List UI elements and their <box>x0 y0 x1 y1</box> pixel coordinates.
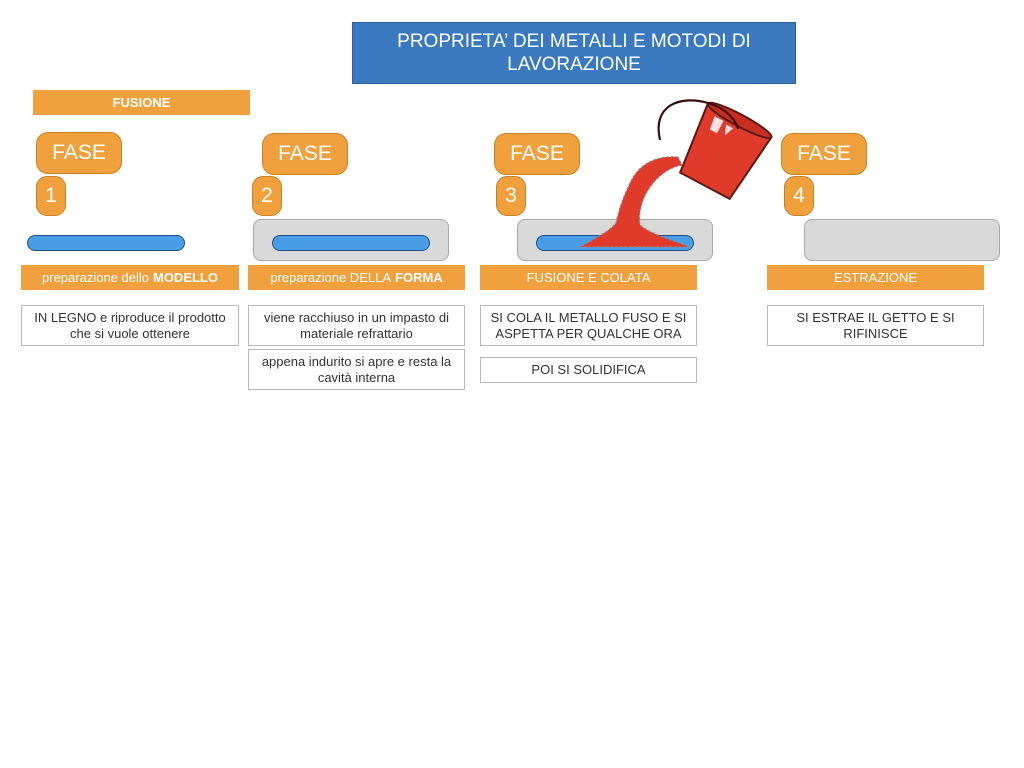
phase-4-label <box>767 265 984 290</box>
phase-2-description-1 <box>248 305 465 346</box>
phase-2-label-prefix: preparazione DELLA <box>270 270 392 285</box>
phase-3-number: 3 <box>505 184 517 207</box>
phase-2-number: 2 <box>261 184 273 207</box>
phase-1-fase-text: FASE <box>52 141 106 164</box>
phase-4-fase-text: FASE <box>797 142 851 165</box>
phase-1-description <box>21 305 239 346</box>
phase-3-label <box>480 265 697 290</box>
phase-2-number-pill <box>252 176 282 216</box>
phase-3-label-text: FUSIONE E COLATA <box>526 270 651 285</box>
phase-4-description-text: SI ESTRAE IL GETTO E SI RIFINISCE <box>796 309 955 341</box>
phase-3-description-2 <box>480 357 697 383</box>
molten-metal-stream <box>580 157 690 247</box>
phase-2-description-1-text: viene racchiuso in un impasto di materiale refrattario <box>264 309 449 341</box>
phase-4-fase-pill <box>781 133 867 175</box>
phase-1-fase-pill <box>36 132 122 174</box>
phase-4-label-text: ESTRAZIONE <box>833 270 918 285</box>
phase-3-description-2-text: POI SI SOLIDIFICA <box>531 362 646 377</box>
phase-1-label-prefix: preparazione dello <box>42 270 149 285</box>
phase-2-fase-text: FASE <box>278 142 332 165</box>
phase-4-mold <box>804 219 1000 261</box>
phase-3-description-1 <box>480 305 697 346</box>
phase-3-description-1-text: SI COLA IL METALLO FUSO E SI ASPETTA PER QUALCHE ORA <box>490 309 687 341</box>
phase-3-fase-text: FASE <box>510 142 564 165</box>
phase-4-number-pill <box>784 176 814 216</box>
phase-1-label <box>21 265 239 290</box>
phase-2-model-bar <box>272 235 430 251</box>
bucket-icon <box>673 98 774 202</box>
phase-2-description-2-text: appena indurito si apre e resta la cavità interna <box>261 353 452 385</box>
phase-4-number: 4 <box>793 184 805 207</box>
phase-2-fase-pill <box>262 133 348 175</box>
phase-3-number-pill <box>496 176 526 216</box>
section-label-fusione <box>33 90 250 115</box>
section-label-text: FUSIONE <box>112 95 171 110</box>
phase-2-label <box>248 265 465 290</box>
phase-2-description-2 <box>248 349 465 390</box>
phase-1-number: 1 <box>45 184 57 207</box>
phase-4-description <box>767 305 984 346</box>
phase-2-label-bold: FORMA <box>395 270 443 285</box>
phase-1-label-bold: MODELLO <box>152 270 218 285</box>
phase-1-model-bar <box>27 235 185 251</box>
page-title-text: PROPRIETA’ DEI METALLI E MOTODI DI LAVORAZIONE <box>397 31 751 75</box>
phase-1-number-pill <box>36 176 66 216</box>
bucket-pour-illustration <box>560 95 790 260</box>
phase-1-description-text: IN LEGNO e riproduce il prodotto che si vuole ottenere <box>34 309 226 341</box>
page-title <box>352 22 796 84</box>
